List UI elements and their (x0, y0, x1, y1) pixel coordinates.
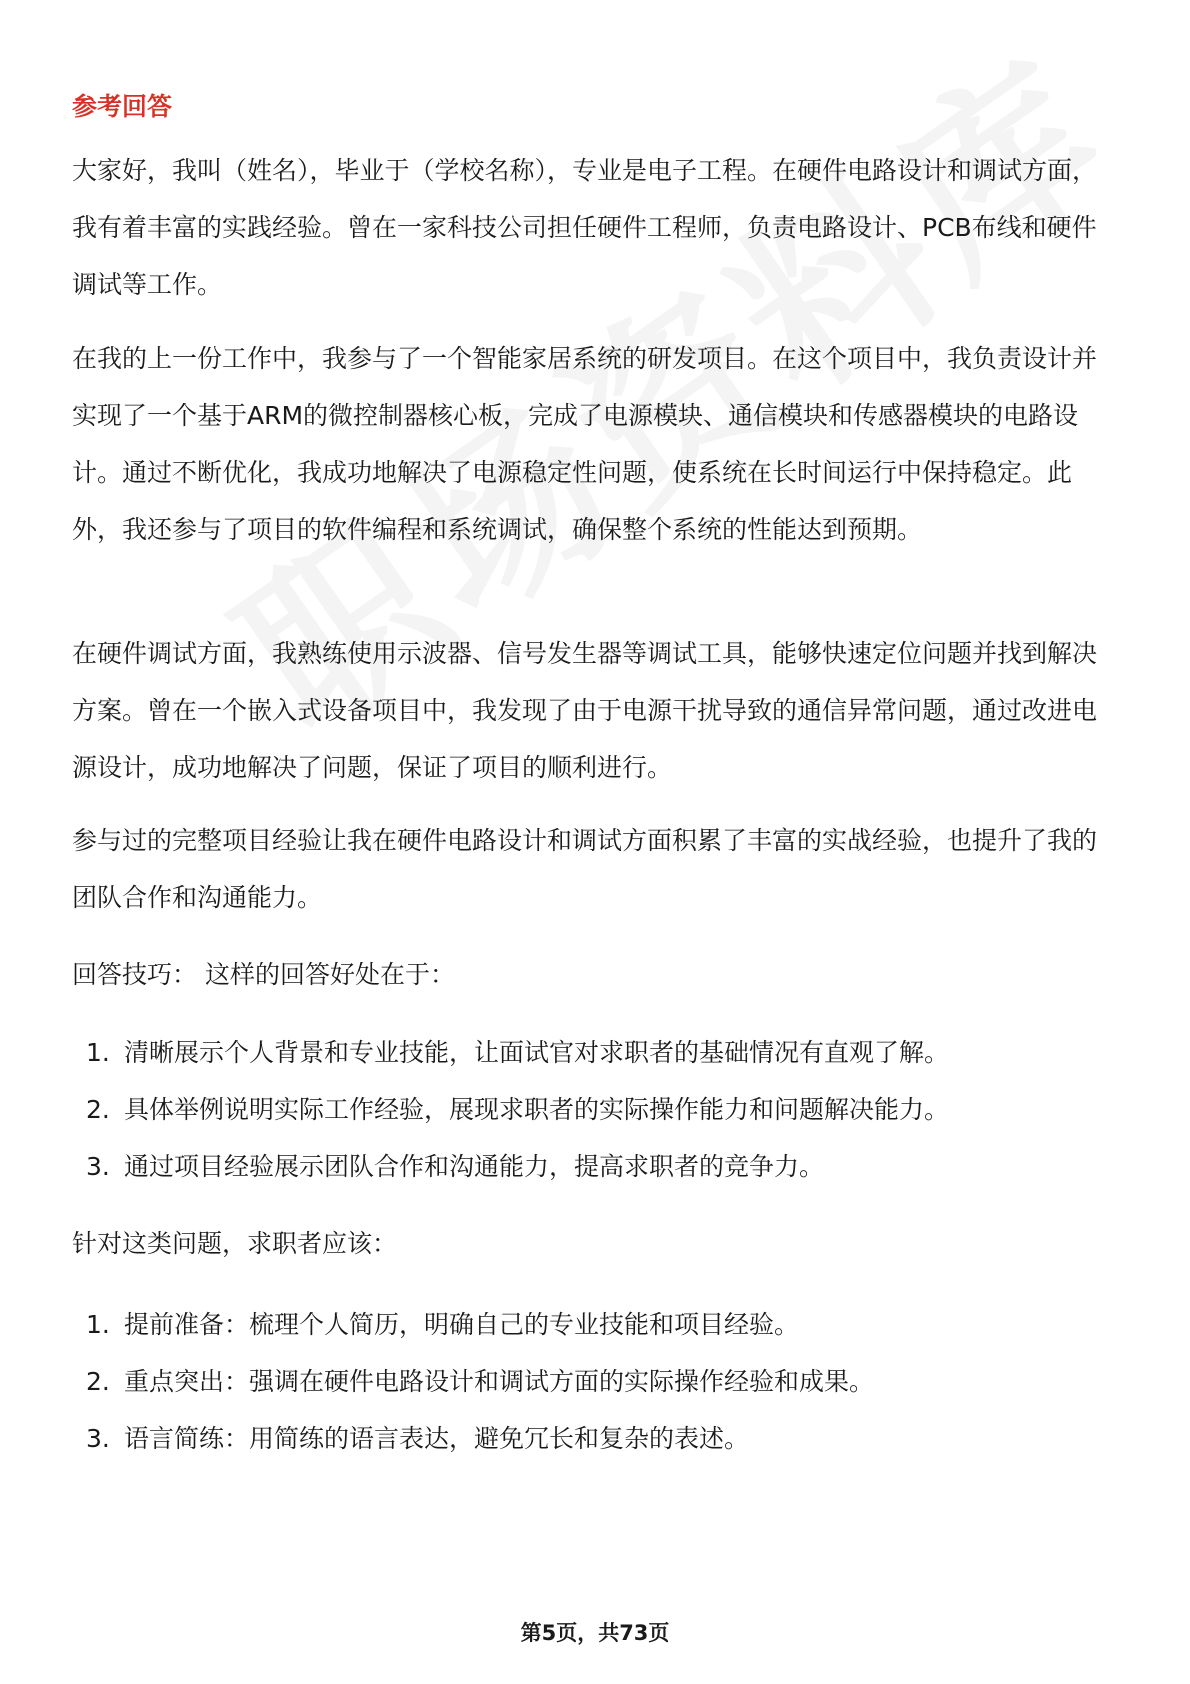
tips-intro: 回答技巧： 这样的回答好处在于： (72, 960, 455, 989)
list-item-text: 语言简练：用简练的语言表达，避免冗长和复杂的表述。 (124, 1424, 750, 1453)
paragraph-project: 在我的上一份工作中，我参与了一个智能家居系统的研发项目。在这个项目中，我负责设计并实现了一个基于ARM的微控制器核心板，完成了电源模块、通信模块和传感器模块的电路设计。通过不断优化，我成功地解决了电源稳定性问题，使系统在长时间运行中保持稳定。此外，我还参与了项目的软件编程和系统调试，确保整个系统的性能达到预期。 (72, 344, 1098, 544)
list-item (72, 1410, 1118, 1467)
list-item (72, 1024, 1118, 1081)
list-item-text: 具体举例说明实际工作经验，展现求职者的实际操作能力和问题解决能力。 (124, 1095, 950, 1124)
list-number: 1. (86, 1310, 110, 1339)
list-item-text: 通过项目经验展示团队合作和沟通能力，提高求职者的竞争力。 (124, 1152, 825, 1181)
list-item (72, 1296, 1118, 1353)
list-item (72, 1138, 1118, 1195)
list-item (72, 1353, 1118, 1410)
list-item (72, 1081, 1118, 1138)
tips-list (72, 1024, 1118, 1195)
list-item-text: 清晰展示个人背景和专业技能，让面试官对求职者的基础情况有直观了解。 (124, 1038, 950, 1067)
list-number: 3. (86, 1424, 110, 1453)
paragraph-summary: 参与过的完整项目经验让我在硬件电路设计和调试方面积累了丰富的实战经验，也提升了我的团队合作和沟通能力。 (72, 826, 1098, 912)
advice-list (72, 1296, 1118, 1467)
advice-intro: 针对这类问题，求职者应该： (72, 1229, 398, 1258)
list-number: 2. (86, 1367, 110, 1396)
list-item-text: 提前准备：梳理个人简历，明确自己的专业技能和项目经验。 (124, 1310, 800, 1339)
list-number: 1. (86, 1038, 110, 1067)
section-heading: 参考回答 (72, 92, 173, 121)
paragraph-debugging: 在硬件调试方面，我熟练使用示波器、信号发生器等调试工具，能够快速定位问题并找到解决方案。曾在一个嵌入式设备项目中，我发现了由于电源干扰导致的通信异常问题，通过改进电源设计，成功地解决了问题，保证了项目的顺利进行。 (72, 639, 1098, 782)
paragraph-intro: 大家好，我叫（姓名），毕业于（学校名称），专业是电子工程。在硬件电路设计和调试方面，我有着丰富的实践经验。曾在一家科技公司担任硬件工程师，负责电路设计、PCB布线和硬件调试等工作。 (72, 156, 1098, 299)
list-number: 3. (86, 1152, 110, 1181)
list-number: 2. (86, 1095, 110, 1124)
list-item-text: 重点突出：强调在硬件电路设计和调试方面的实际操作经验和成果。 (124, 1367, 875, 1396)
page-number: 第5页，共73页 (520, 1621, 670, 1645)
